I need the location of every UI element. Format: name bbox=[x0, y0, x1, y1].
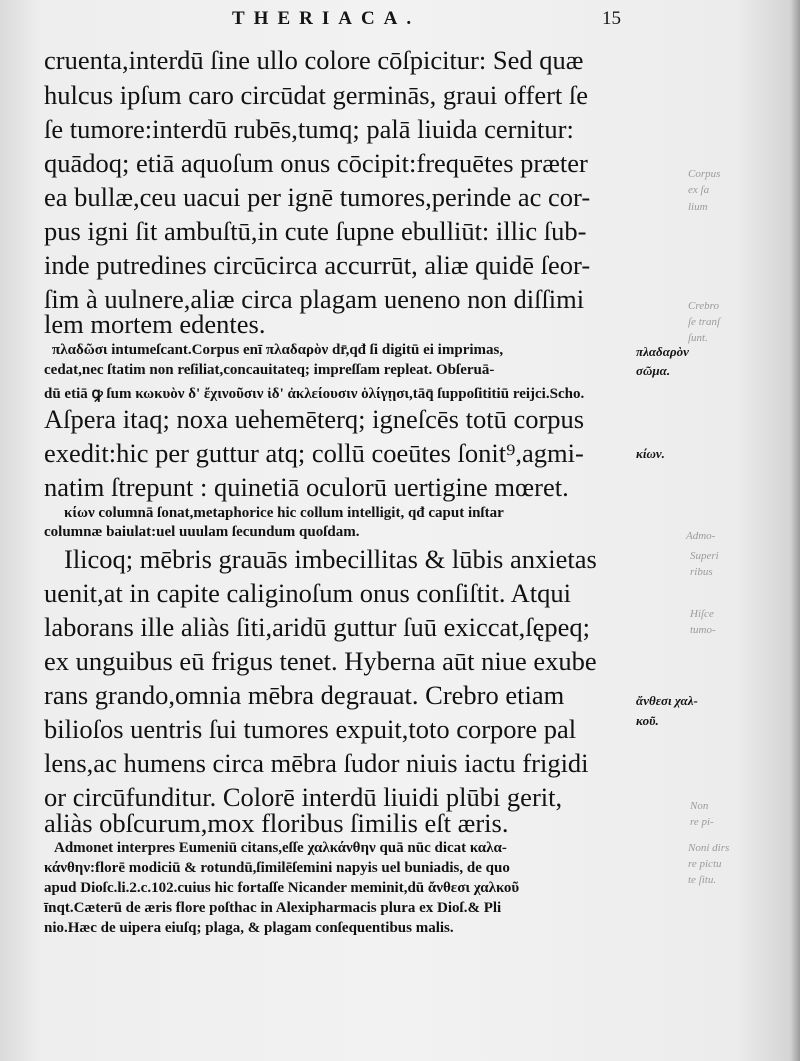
body-line: natim ſtrepunt : quinetiā oculorū uertigine mœret. bbox=[44, 472, 569, 502]
body-line: or circūfunditur. Colorē interdū liuidi plūbi gerit, bbox=[44, 782, 563, 812]
running-title: THERIACA. bbox=[232, 8, 421, 29]
scholium-line: īnqt.Cæterū de æris flore poſthac in Alexipharmacis plura ex Dioſ.& Pli bbox=[44, 900, 502, 916]
bleed-through-text: re pictu bbox=[688, 858, 722, 870]
bleed-through-text: Hiſce bbox=[690, 608, 714, 620]
body-line: ſe tumore:interdū rubēs,tumq; palā liuida cernitur: bbox=[44, 114, 574, 144]
bleed-through-text: ſe tranſ bbox=[688, 316, 721, 328]
margin-note: κοῦ. bbox=[636, 713, 659, 728]
bleed-through-text: Admo- bbox=[686, 530, 716, 542]
bleed-through-text: ribus bbox=[690, 566, 713, 578]
bleed-through-text: tumo- bbox=[690, 624, 716, 636]
body-line: lens,ac humens circa mēbra ſudor niuis iactu frigidi bbox=[44, 748, 589, 778]
bleed-through-text: Noni dirs bbox=[688, 842, 730, 854]
bleed-through-text: Crebro bbox=[688, 300, 719, 312]
body-line: pus igni ſit ambuſtū,in cute ſupne ebulliūt: illic ſub- bbox=[44, 216, 587, 246]
margin-note: πλαδαρὸν bbox=[636, 344, 689, 359]
body-line: Ilicoq; mēbris grauās imbecillitas & lūbis anxietas bbox=[64, 544, 597, 574]
scholium-line: nio.Hæc de uipera eiuſq; plaga, & plagam conſequentibus malis. bbox=[44, 920, 454, 936]
bleed-through-text: Corpus bbox=[688, 168, 721, 180]
body-line: exedit:hic per guttur atq; collū coeūtes ſonit⁹,agmi- bbox=[44, 438, 584, 468]
scholium-line: dū etiā ꝙ ſum κωκυὸν δ' ἔχινοῦσιν ἰδ' ἀκλείουσιν ὁλίγῃσι,tāq̄ ſuppoſititiū reijci.Scho. bbox=[44, 386, 585, 402]
bleed-through-text: re pi- bbox=[690, 816, 714, 828]
bleed-through-text: Non bbox=[690, 800, 709, 812]
body-line: uenit,at in capite caliginoſum onus conſiſtit. Atqui bbox=[44, 578, 571, 608]
body-line: cruenta,interdū ſine ullo colore cōſpicitur: Sed quæ bbox=[44, 45, 584, 75]
scholium-line: cedat,nec ſtatim non reſiliat,concauitateq; impreſſam repleat. Obſeruā- bbox=[44, 362, 495, 378]
page-header bbox=[0, 8, 800, 38]
body-line: hulcus ipſum caro circūdat germinās, graui offert ſe bbox=[44, 80, 589, 110]
margin-note: κίων. bbox=[636, 446, 665, 461]
body-line: quādoq; etiā aquoſum onus cōcipit:frequētes præter bbox=[44, 148, 588, 178]
bleed-through-text: ex ſa bbox=[688, 184, 710, 196]
body-line: aliàs obſcurum,mox floribus ſimilis eſt æris. bbox=[44, 808, 509, 838]
margin-note: ἄνθεσι χαλ- bbox=[636, 693, 698, 708]
body-line: lem mortem edentes. bbox=[44, 309, 266, 339]
bleed-through-text: ſunt. bbox=[688, 332, 708, 344]
body-line: bilioſos uentris ſui tumores expuit,toto corpore pal bbox=[44, 714, 577, 744]
bleed-through-text: Superi bbox=[690, 550, 719, 562]
scholium-line: κίων columnā ſonat,metaphorice hic collum intelligit, qđ caput inſtar bbox=[64, 505, 504, 521]
scholium-line: columnæ baiulat:uel uuulam ſecundum quoſdam. bbox=[44, 524, 360, 540]
page-edge-shadow bbox=[790, 0, 800, 1061]
margin-note: σῶμα. bbox=[636, 363, 671, 378]
scholium-line: κάνθην:florē modiciū & rotundū,ſimilēſemini napyis uel buniadis, de quo bbox=[44, 860, 510, 876]
bleed-through-text: lium bbox=[688, 201, 708, 213]
scholium-line: apud Dioſc.li.2.c.102.cuius hic fortaſſe Nicander meminit,dū ἄνθεσι χαλκοῦ bbox=[44, 880, 520, 896]
body-line: ſim à uulnere,aliæ circa plagam ueneno non diſſimi bbox=[44, 284, 585, 314]
body-line: inde putredines circūcirca accurrūt, aliæ quidē ſeor- bbox=[44, 250, 591, 280]
scholium-line: Admonet interpres Eumeniū citans,eſſe χαλκάνθην quā nūc dicat καλα- bbox=[54, 840, 507, 856]
body-line: ea bullæ,ceu uacui per ignē tumores,perinde ac cor- bbox=[44, 182, 591, 212]
body-line: Aſpera itaq; noxa uehemēterq; igneſcēs totū corpus bbox=[44, 404, 585, 434]
body-line: ex unguibus eū frigus tenet. Hyberna aūt niue exube bbox=[44, 646, 597, 676]
page-number: 15 bbox=[602, 8, 621, 29]
body-line: laborans ille aliàs ſiti,aridū guttur ſuū exiccat,ſępeq; bbox=[44, 612, 591, 642]
body-line: rans grando,omnia mēbra degrauat. Crebro etiam bbox=[44, 680, 565, 710]
scholium-line: πλαδῶσι intumeſcant.Corpus enī πλαδαρὸν dr̄,qđ ſi digitū ei imprimas, bbox=[52, 342, 504, 358]
bleed-through-text: te ſitu. bbox=[688, 874, 717, 886]
